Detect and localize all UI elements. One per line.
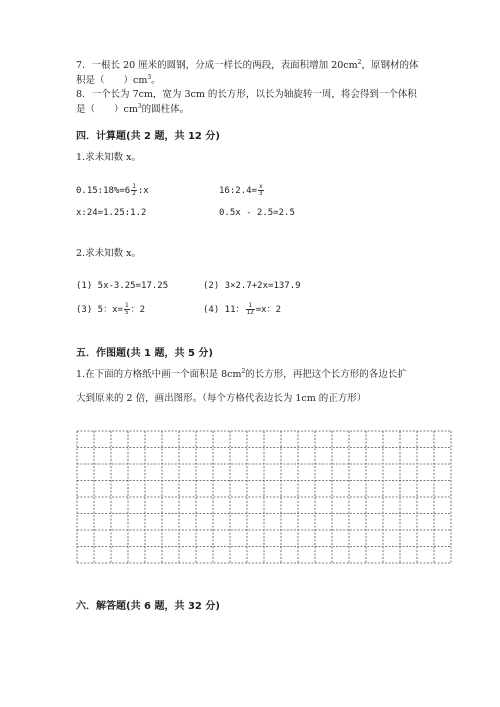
s4-q1-eq2 bbox=[219, 184, 265, 197]
s4-q2-eq2: (2) 3×2.7+2x=137.9 bbox=[203, 281, 301, 291]
q7-text-d: 。 bbox=[151, 75, 161, 86]
section-4-title: 四．计算题(共 2 题，共 12 分) bbox=[76, 131, 220, 142]
question-7-line2 bbox=[76, 75, 161, 87]
s4-q1-eq3: x:24=1.25:1.2 bbox=[76, 208, 147, 218]
fraction-numerator: 1 bbox=[124, 302, 129, 309]
q8-sup: 3 bbox=[137, 102, 142, 110]
q7-text-c: 积是（ ）cm bbox=[76, 75, 148, 86]
fraction-numerator: 1 bbox=[246, 303, 255, 310]
eq1-pre: 0.15:18%=6 bbox=[76, 186, 131, 196]
s4-q1-eq4: 0.5x - 2.5=2.5 bbox=[219, 208, 295, 218]
section-5-title: 五．作图题(共 1 题，共 5 分) bbox=[76, 348, 213, 359]
eq3-post: ：2 bbox=[130, 305, 145, 315]
fraction bbox=[124, 303, 130, 316]
fraction-denominator: 2 bbox=[132, 190, 136, 197]
eq2-pre: 16:2.4= bbox=[219, 186, 257, 196]
question-8-line2 bbox=[76, 104, 189, 116]
s4-q2-title: 2.求未知数 x。 bbox=[76, 248, 141, 259]
eq3-pre: (3) 5：x= bbox=[76, 305, 123, 315]
fraction-numerator: 1 bbox=[132, 183, 136, 190]
q8-text-c: 的圆柱体。 bbox=[141, 104, 190, 115]
s5-text-b: 的长方形，再把这个长方形的各边长扩 bbox=[245, 369, 407, 380]
q7-text-b: ，原钢材的体 bbox=[361, 60, 419, 71]
fraction-numerator: x bbox=[258, 183, 263, 190]
q7-text-a: 7．一根长 20 厘米的圆钢，分成一样长的两段，表面积增加 20cm bbox=[76, 60, 358, 71]
fraction-denominator: 12 bbox=[246, 309, 254, 316]
eq4-post: =x：2 bbox=[255, 305, 282, 315]
s5-q1-line2: 大到原来的 2 倍，画出图形。（每个方格代表边长为 1cm 的正方形） bbox=[76, 393, 367, 404]
q8-text-b: 是（ ）cm bbox=[76, 104, 138, 115]
q7-sup-b: 3 bbox=[147, 73, 152, 81]
eq4-pre: (4) 11： bbox=[203, 305, 245, 315]
s4-q1-eq1 bbox=[76, 184, 149, 197]
eq1-post: :x bbox=[137, 186, 149, 196]
question-7-line1 bbox=[76, 60, 418, 72]
section-6-title: 六．解答题(共 6 题，共 32 分) bbox=[76, 601, 220, 612]
q8-text-a: 8．一个长为 7cm，宽为 3cm 的长方形，以长为轴旋转一周，将会得到一个体积 bbox=[76, 89, 417, 100]
q7-sup-a: 2 bbox=[357, 58, 362, 66]
s4-q2-eq1: (1) 5x-3.25=17.25 bbox=[76, 281, 169, 291]
s5-sup: 2 bbox=[241, 367, 246, 375]
s4-q1-title: 1.求未知数 x。 bbox=[76, 152, 141, 163]
fraction bbox=[246, 303, 255, 316]
s4-q2-eq4 bbox=[203, 303, 281, 316]
fraction-denominator: 5 bbox=[124, 309, 129, 316]
s4-q2-eq3 bbox=[76, 303, 145, 316]
fraction bbox=[131, 184, 137, 197]
square-grid-paper[interactable] bbox=[76, 430, 452, 564]
question-8-line1 bbox=[76, 89, 417, 101]
s5-text-a: 1.在下面的方格纸中画一个面积是 8cm bbox=[76, 369, 242, 380]
s5-q1-line1 bbox=[76, 369, 407, 381]
fraction bbox=[258, 184, 264, 197]
fraction-denominator: 3 bbox=[258, 190, 263, 197]
